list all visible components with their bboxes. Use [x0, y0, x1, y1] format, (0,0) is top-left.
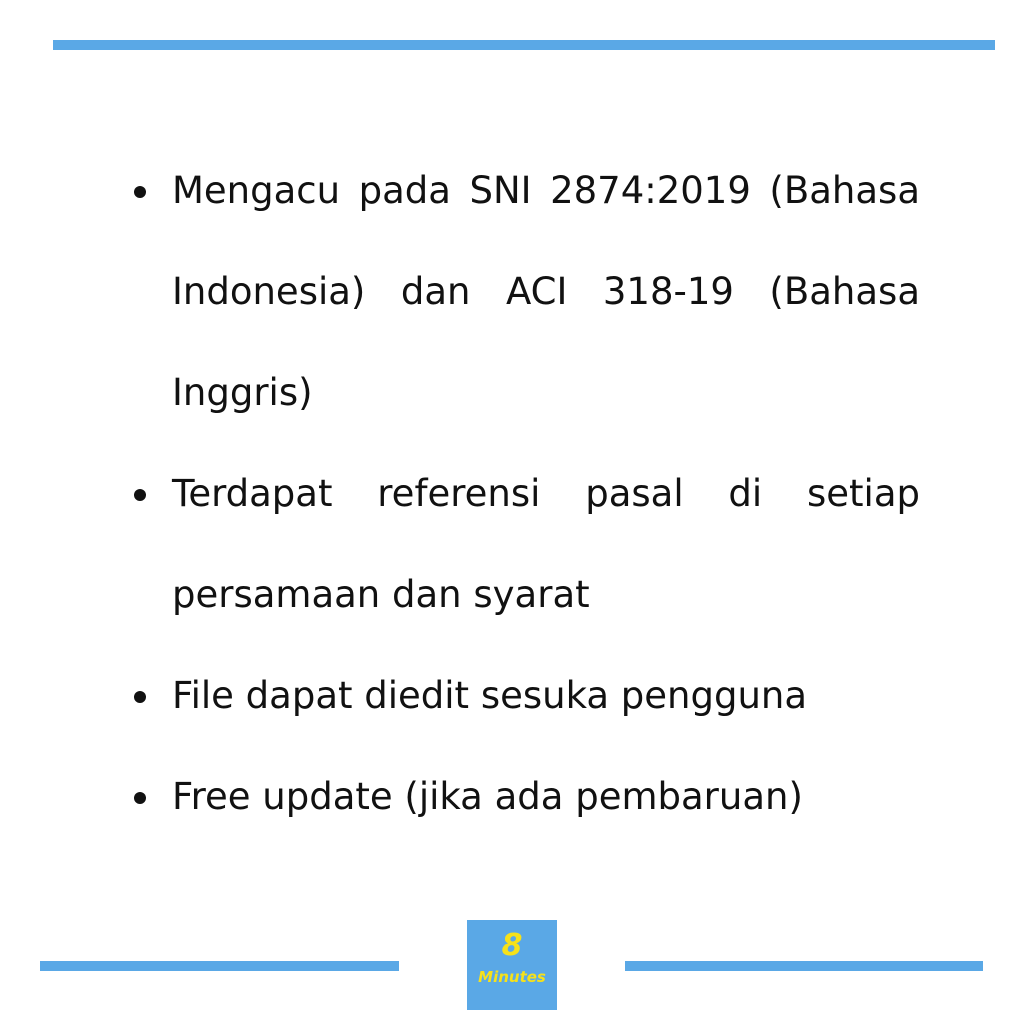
logo-digit: 8 [501, 928, 523, 963]
list-item [130, 140, 920, 443]
list-item [130, 746, 920, 847]
list-item-text: Mengacu pada SNI 2874:2019 (Bahasa Indonesia) dan ACI 318-19 (Bahasa Inggris) [172, 169, 920, 414]
list-item-text: Terdapat referensi pasal di setiap persamaan dan syarat [172, 472, 920, 616]
bullet-dot-icon [134, 691, 146, 703]
list-item-text: File dapat diedit sesuka pengguna [172, 674, 808, 717]
logo-word: Minutes [478, 968, 546, 986]
bullet-dot-icon [134, 792, 146, 804]
bottom-left-divider [40, 961, 399, 971]
brand-logo [467, 920, 557, 1010]
bottom-right-divider [625, 961, 983, 971]
list-item [130, 645, 920, 746]
list-item-text: Free update (jika ada pembaruan) [172, 775, 803, 818]
list-item [130, 443, 920, 645]
bullet-dot-icon [134, 489, 146, 501]
bullet-dot-icon [134, 186, 146, 198]
top-divider [53, 40, 995, 50]
feature-list [130, 140, 920, 847]
